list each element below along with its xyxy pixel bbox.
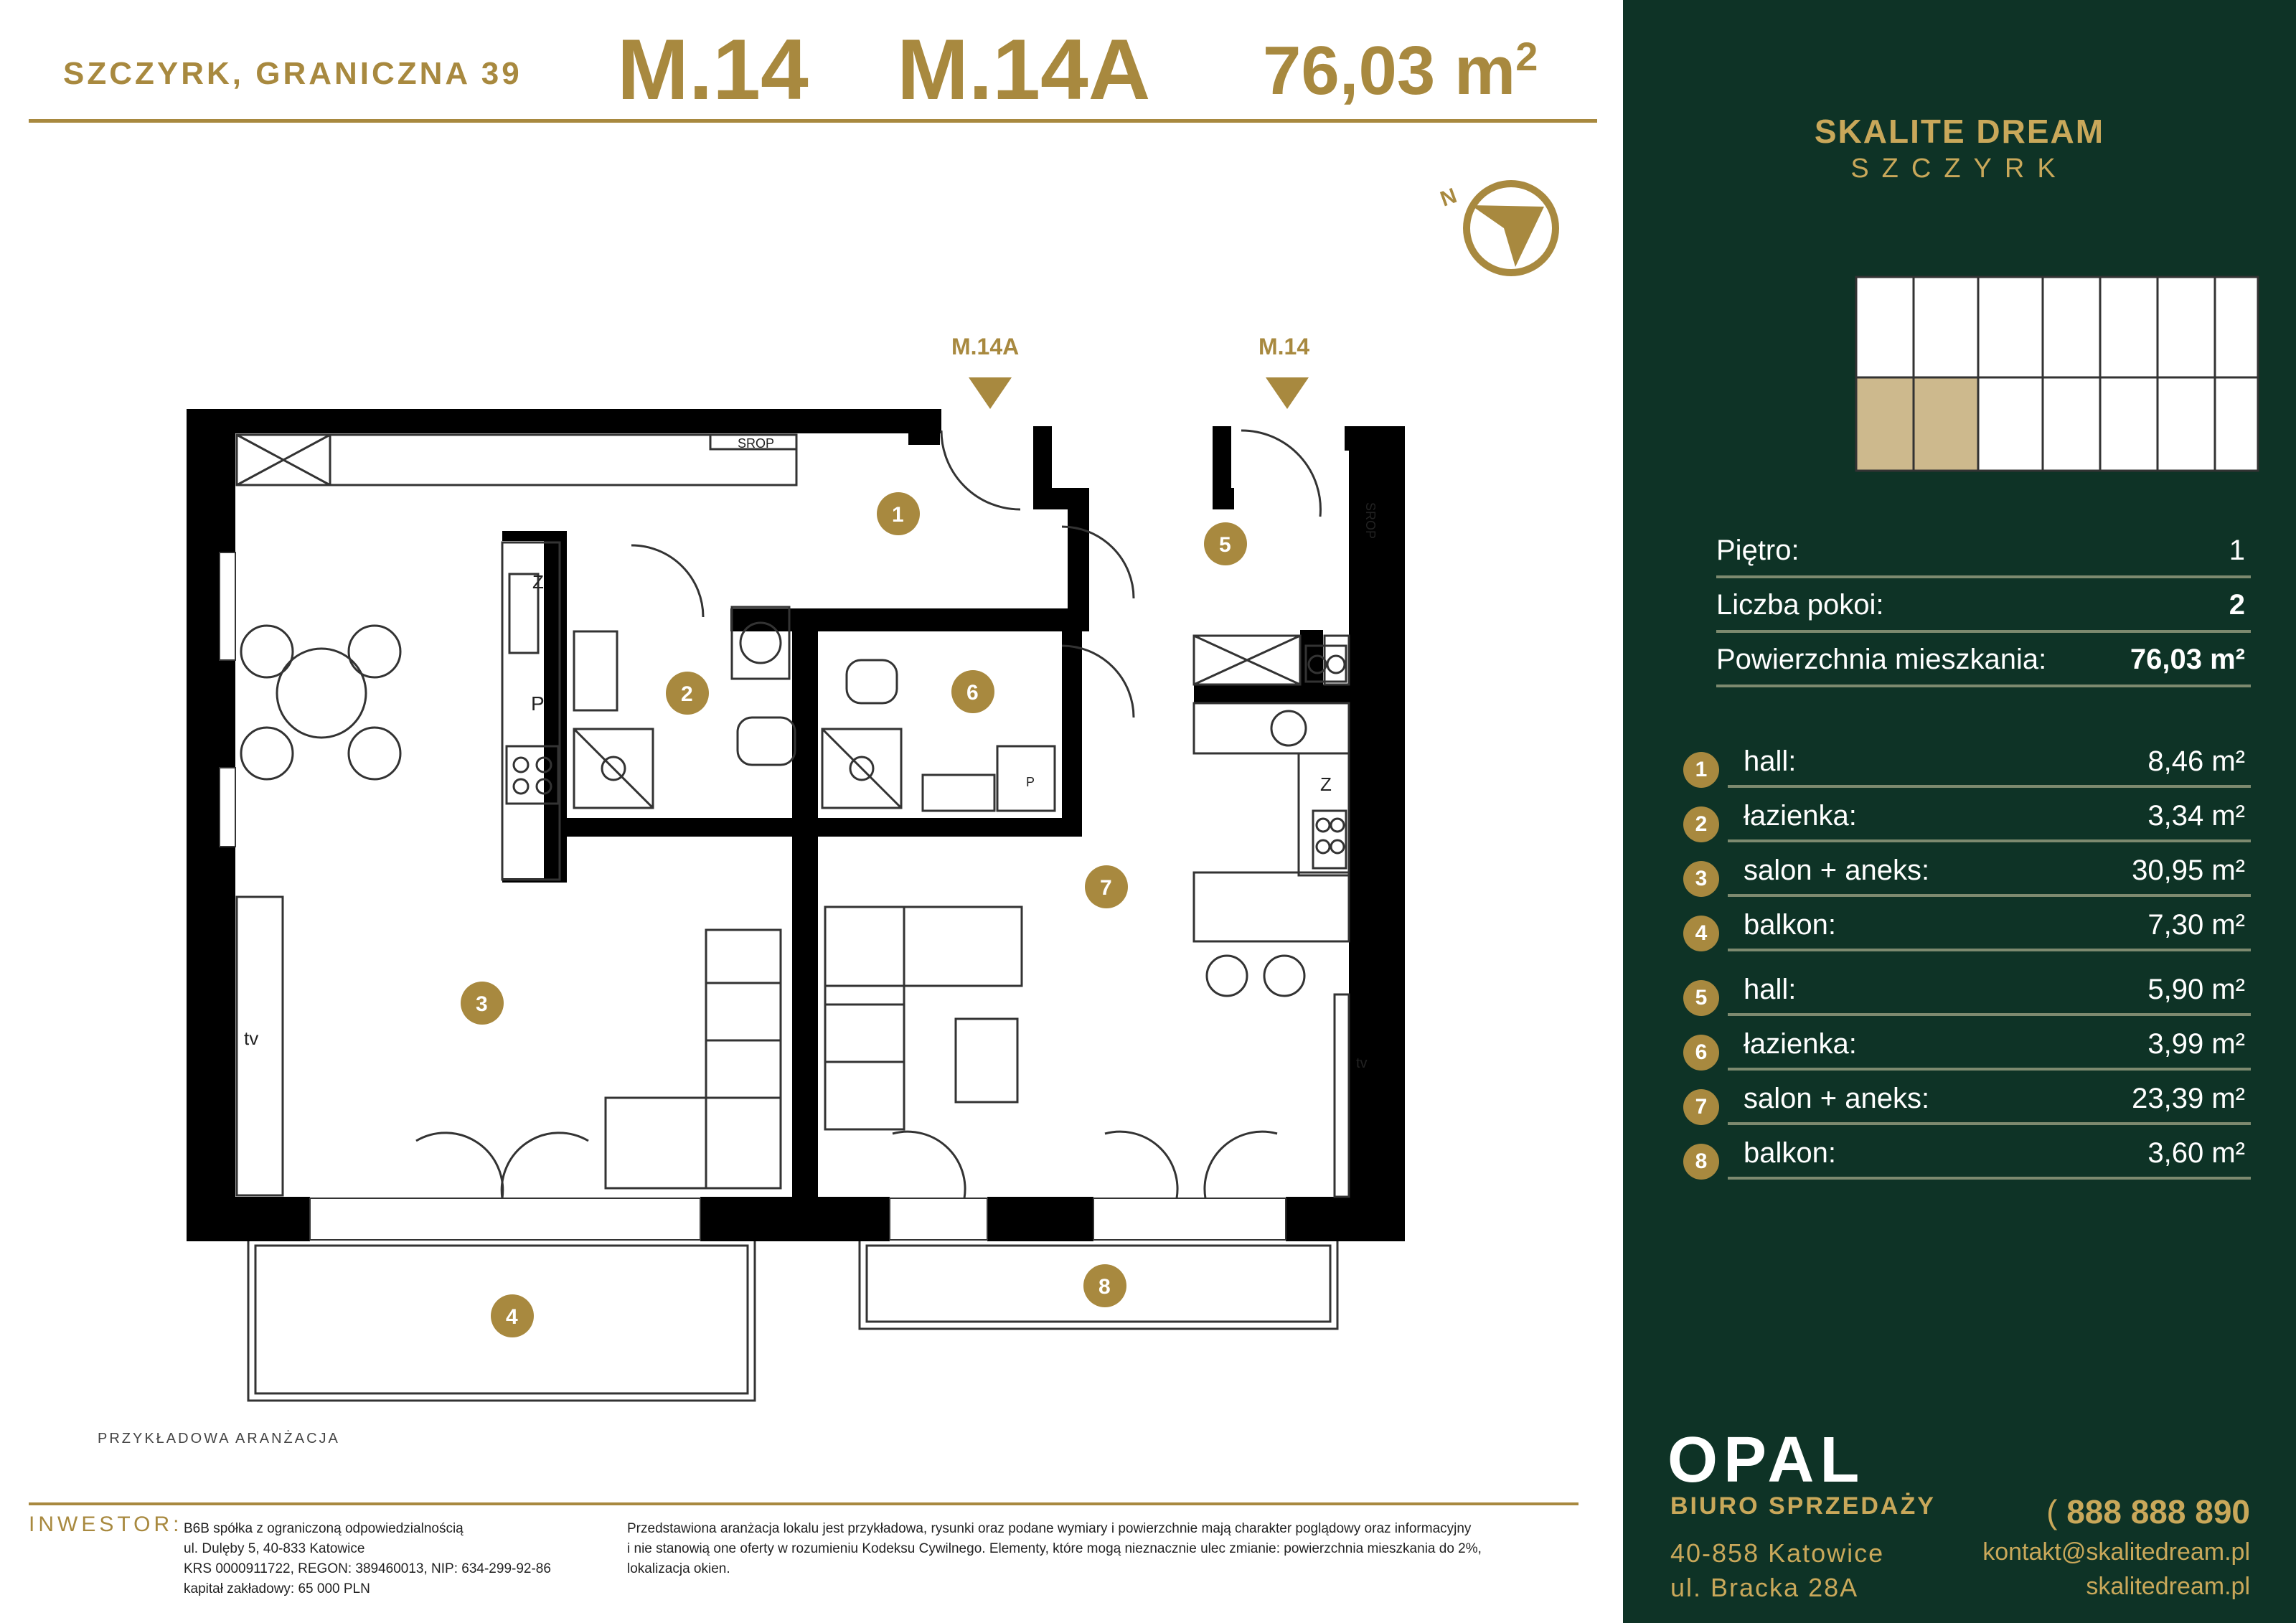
- area-unit-superscript: 2: [1515, 34, 1538, 79]
- brand-city: SZCZYRK: [1850, 154, 2069, 184]
- phone-icon: (: [2046, 1493, 2058, 1530]
- unit-number-m14: M.14: [617, 22, 809, 118]
- total-area-value: 76,03 m: [1263, 32, 1516, 109]
- rooms-count-row: [1716, 578, 2251, 633]
- rooms-count-value: 2: [2229, 589, 2245, 621]
- investor-line-3: KRS 0000911722, REGON: 389460013, NIP: 634-299-92-86: [184, 1561, 551, 1576]
- room-area: 7,30 m²: [2147, 909, 2245, 941]
- svg-text:3: 3: [476, 992, 488, 1016]
- company-logo: OPAL: [1667, 1424, 1866, 1496]
- arrangement-note: PRZYKŁADOWA ARANŻACJA: [98, 1431, 340, 1446]
- srop-label-1: SROP: [738, 436, 775, 451]
- building-key-plan: [1745, 263, 2296, 492]
- room-area: 8,46 m²: [2147, 745, 2245, 777]
- sales-office-label: BIURO SPRZEDAŻY: [1670, 1492, 1936, 1520]
- room-name: balkon:: [1744, 909, 1836, 941]
- investor-line-1: B6B spółka z ograniczoną odpowiedzialnością: [184, 1521, 464, 1536]
- investor-label: INWESTOR:: [29, 1513, 183, 1536]
- hall-5-wardrobe: [1194, 636, 1349, 685]
- svg-text:7: 7: [1100, 876, 1112, 900]
- room-name: balkon:: [1744, 1137, 1836, 1169]
- room-area: 23,39 m²: [2132, 1083, 2245, 1114]
- room-row-2: [1695, 791, 2251, 842]
- footer-divider: [29, 1502, 1578, 1505]
- room-area: 5,90 m²: [2147, 974, 2245, 1005]
- dishwasher-label-p-1: P: [531, 692, 545, 715]
- room-name: hall:: [1744, 974, 1797, 1005]
- office-city: 40-858 Katowice: [1670, 1538, 1885, 1568]
- room-badge: 8: [1683, 1144, 1719, 1180]
- washer-label-p-2: P: [1026, 775, 1035, 789]
- disclaimer-line-1: Przedstawiona aranżacja lokalu jest przykładowa, rysunki oraz podane wymiary i powierzchnie mają charakter poglądowy oraz informacyjny: [627, 1521, 1472, 1536]
- windows: [220, 552, 1286, 1240]
- bathroom-6-fixtures: [822, 660, 1055, 811]
- room-name: łazienka:: [1744, 800, 1857, 832]
- entry-label-m14: M.14: [1258, 334, 1310, 359]
- room-area: 3,60 m²: [2147, 1137, 2245, 1169]
- entry-arrow-m14-icon: [1266, 377, 1309, 409]
- room-divider: [1728, 1013, 2251, 1016]
- investor-line-2: ul. Dulęby 5, 40-833 Katowice: [184, 1541, 365, 1556]
- svg-text:6: 6: [966, 681, 979, 705]
- fridge-label-z-1: Z: [532, 571, 544, 593]
- email-link[interactable]: kontakt@skalitedream.pl: [1982, 1538, 2250, 1566]
- room-area: 3,99 m²: [2147, 1028, 2245, 1060]
- disclaimer-line-3: lokalizacja okien.: [627, 1561, 730, 1576]
- address-heading: SZCZYRK, GRANICZNA 39: [63, 56, 522, 91]
- room-divider: [1728, 894, 2251, 897]
- office-street: ul. Bracka 28A: [1670, 1573, 1859, 1602]
- room-row-7: [1695, 1073, 2251, 1125]
- tv-label-2: tv: [1356, 1055, 1368, 1071]
- unit-number-m14a: M.14A: [897, 22, 1151, 118]
- room-area: 3,34 m²: [2147, 800, 2245, 832]
- brand-name: SKALITE DREAM: [1814, 113, 2105, 150]
- entry-arrow-m14a-icon: [969, 377, 1012, 409]
- room-name: salon + aneks:: [1744, 1083, 1930, 1114]
- room-row-1: [1695, 736, 2251, 788]
- room-row-5: [1695, 964, 2251, 1016]
- svg-text:8: 8: [1098, 1275, 1111, 1299]
- room-badge: 3: [1683, 861, 1719, 897]
- website-link[interactable]: skalitedream.pl: [2086, 1573, 2250, 1600]
- area-label: Powierzchnia mieszkania:: [1716, 644, 2047, 675]
- room-row-8: [1695, 1128, 2251, 1180]
- area-value: 76,03 m²: [2130, 644, 2245, 675]
- phone-value: 888 888 890: [2066, 1493, 2250, 1530]
- room-badge: 2: [1683, 806, 1719, 842]
- svg-text:1: 1: [892, 503, 904, 527]
- room-name: łazienka:: [1744, 1028, 1857, 1060]
- room-badge: 5: [1683, 980, 1719, 1016]
- info-panel: [1623, 0, 2296, 1623]
- sofa-3: [606, 930, 781, 1188]
- room-name: salon + aneks:: [1744, 855, 1930, 886]
- room-badge: 7: [1683, 1089, 1719, 1125]
- investor-line-4: kapitał zakładowy: 65 000 PLN: [184, 1581, 370, 1596]
- room-divider: [1728, 1177, 2251, 1180]
- room-divider: [1728, 1122, 2251, 1125]
- room-badge: 4: [1683, 916, 1719, 951]
- floor-row: [1716, 524, 2251, 578]
- room-name: hall:: [1744, 745, 1797, 777]
- sofa-7: [825, 907, 1022, 1129]
- compass-icon: [1437, 184, 1556, 273]
- room-row-3: [1695, 845, 2251, 897]
- floor-label: Piętro:: [1716, 535, 1799, 566]
- room-divider: [1728, 839, 2251, 842]
- tv-label-1: tv: [244, 1027, 259, 1049]
- room-divider: [1728, 785, 2251, 788]
- room-badge: 6: [1683, 1035, 1719, 1071]
- phone-number[interactable]: [2046, 1492, 2250, 1531]
- room-divider: [1728, 1068, 2251, 1071]
- floor-value: 1: [2229, 535, 2245, 566]
- svg-text:4: 4: [506, 1305, 518, 1329]
- svg-text:2: 2: [681, 682, 693, 706]
- room-row-6: [1695, 1019, 2251, 1071]
- room-badge: 1: [1683, 752, 1719, 788]
- dining-table: [241, 626, 400, 779]
- room-area: 30,95 m²: [2132, 855, 2245, 886]
- svg-text:N: N: [1437, 184, 1460, 212]
- svg-text:5: 5: [1219, 533, 1231, 557]
- srop-label-2: SROP: [1363, 502, 1378, 540]
- entry-label-m14a: M.14A: [951, 334, 1020, 359]
- disclaimer-line-2: i nie stanowią one oferty w rozumieniu Kodeksu Cywilnego. Elementy, które mogą nieznacznie ulec zmianie: powierzchnia mieszkania do 2%,: [627, 1541, 1482, 1556]
- area-row: [1716, 633, 2251, 687]
- fridge-label-z-2: Z: [1320, 773, 1332, 795]
- room-divider: [1728, 949, 2251, 951]
- room-row-4: [1695, 900, 2251, 951]
- rooms-count-label: Liczba pokoi:: [1716, 589, 1884, 621]
